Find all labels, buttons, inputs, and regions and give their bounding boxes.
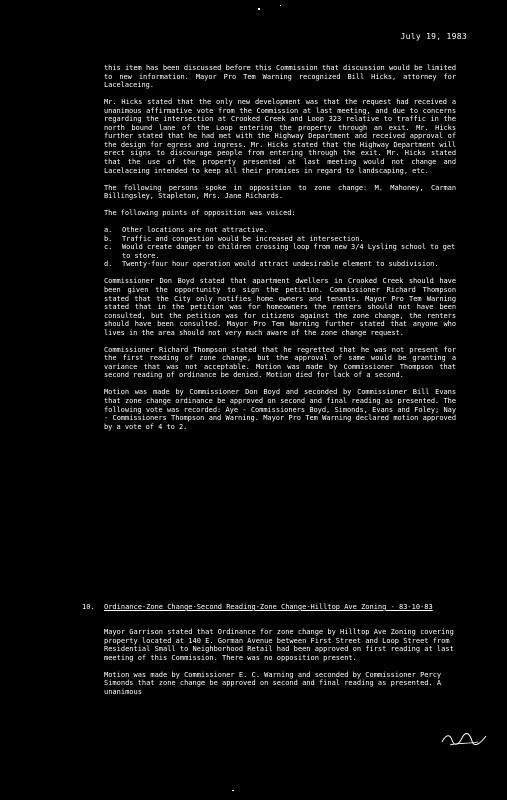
- list-label: b.: [104, 234, 113, 243]
- paragraph: Commissioner Don Boyd stated that apartment dwellers in Crooked Creek should have been given the opportunity to sign the petition. Commissioner Richard Thompson stated that the City only notifies home owners and tenants. Mayor Pro Tem Warning stated that in the petition was for homeowners the renters should not have been consulted, but the petition was for citizens against the zone change, the renters should have been consulted. Mayor Pro Tem Warning further stated that anyone who lives in the area should not very much aware of the zone change request.: [104, 277, 456, 337]
- paragraph: Mr. Hicks stated that the only new development was that the request had received a unanimous affirmative vote from the Commission at last meeting, and due to concerns regarding the intersection at Crooked Creek and Loop 323 relative to traffic in the north bound lane of the Loop entering the property through an exit. Mr. Hicks further stated that he had met with the Highway Department and received approval of the design for egress and ingress. Mr. Hicks stated that the Highway Department will erect signs to discourage people from entering through the exit. Mr. Hicks stated that the use of the property presented at last meeting would not change and Lacelaceing intended to keep all their promises in regard to landscaping, etc.: [104, 98, 456, 175]
- list-label: c.: [104, 243, 113, 252]
- list-item: [104, 260, 456, 269]
- list-item: [104, 226, 456, 235]
- paragraph: Mayor Garrison stated that Ordinance for zone change by Hilltop Ave Zoning covering property located at 140 E. Gorman Avenue between First Street and Loop Street from Residential Small to Neighborhood Retail had been approved on first reading at last meeting of this Commission. There was no opposition present.: [104, 628, 454, 662]
- points-intro: The following points of opposition was voiced:: [104, 209, 296, 218]
- list-label: d.: [104, 260, 113, 269]
- paragraph: Motion was made by Commissioner Don Boyd and seconded by Commissioner Bill Evans that zone change ordinance be approved on second and final reading as presented. The following vote was recorded: Aye - Commissioners Boyd, Simonds, Evans and Foley; Nay - Commissioners Thompson and Warning. Mayor Pro Tem Warning declared motion approved by a vote of 4 to 2.: [104, 388, 456, 431]
- scan-speck: [258, 8, 260, 10]
- list-text: Twenty-four hour operation would attract undesirable element to subdivision.: [122, 260, 439, 269]
- list-text: Traffic and congestion would be increased at intersection.: [122, 234, 364, 243]
- list-item: [104, 235, 456, 244]
- document-date: July 19, 1983: [400, 32, 467, 41]
- opposition-list: [104, 226, 456, 269]
- list-item: [104, 243, 456, 260]
- scan-speck: [232, 790, 234, 791]
- document-body-continued: [104, 628, 456, 705]
- scan-speck: [280, 5, 281, 6]
- item-heading: Ordinance-Zone Change-Second Reading-Zone Change-Hilltop Ave Zoning - 83-10-83: [104, 603, 433, 611]
- list-text: Other locations are not attractive.: [122, 226, 268, 235]
- document-body: [104, 64, 456, 440]
- item-number: 10.: [82, 603, 95, 611]
- paragraph: Commissioner Richard Thompson stated that he regretted that he was not present for the first reading of zone change, but the approval of same would be granting a variance that was not acceptable. Motion was made by Commissioner Thompson that second reading of ordinance be denied. Motion died for lack of a second.: [104, 345, 456, 380]
- paragraph: Motion was made by Commissioner E. C. Warning and seconded by Commissioner Percy Simonds that zone change be approved on second and final reading as presented. A unanimous: [104, 670, 442, 696]
- paragraph: this item has been discussed before this Commission that discussion would be limited to new information. Mayor Pro Tem Warning recognized Bill Hicks, attorney for Lacelaceing.: [104, 64, 456, 90]
- initials-signature: [440, 730, 488, 748]
- list-text: Would create danger to children crossing loop from new 3/4 Lysling school to get to store.: [122, 243, 456, 260]
- list-label: a.: [104, 226, 113, 235]
- paragraph: The following persons spoke in opposition to zone change: M. Mahoney, Carman Billingsley, Stapleton, Mrs. Jane Richards.: [104, 183, 456, 201]
